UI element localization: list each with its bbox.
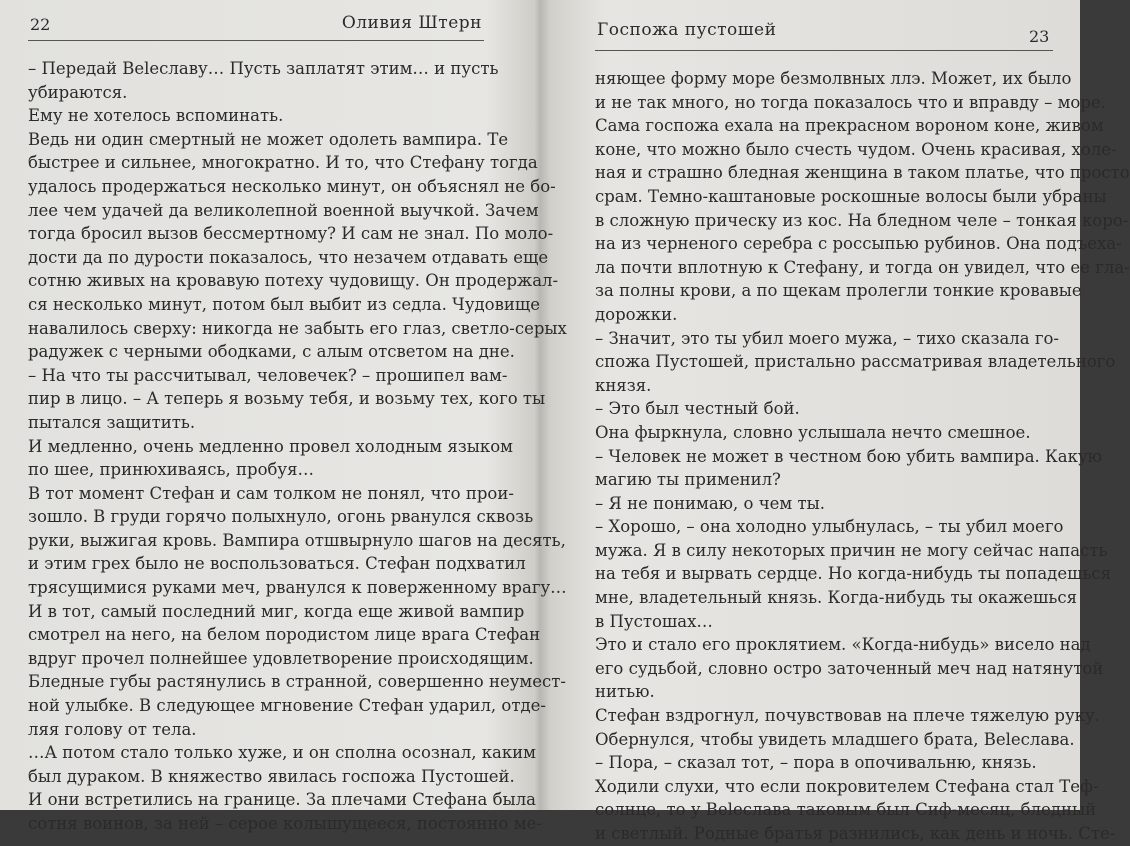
text-line: сотню живых на кровавую потеху чудовищу. Он продержал- [28, 271, 559, 291]
text-line: ся несколько минут, потом был выбит из седла. Чудовище [28, 294, 541, 314]
text-line: И они встретились на границе. За плечами Стефана была [28, 790, 537, 810]
text-line: Ходили слухи, что если покровителем Стефана стал Теф- [595, 776, 1099, 796]
text-line: ляя голову от тела. [28, 719, 197, 739]
text-line: Обернулся, чтобы увидеть младшего брата, Веleслава. [595, 729, 1075, 749]
text-line: дости да по дурости показалось, что незачем отдавать еще [28, 247, 549, 267]
text-line: и светлый. Родные братья разнились, как день и ночь. Сте- [595, 824, 1116, 843]
text-line: князя. [595, 375, 652, 395]
text-line: нитью. [595, 682, 655, 702]
text-line: …А потом стало только хуже, и он сполна осознал, каким [28, 743, 537, 763]
text-line: Бледные губы растянулись в странной, совершенно неумест- [28, 672, 566, 692]
text-line: в сложную прическу из кос. На бледном челе – тонкая коро- [595, 210, 1129, 230]
text-line: Стефан вздрогнул, почувствовав на плече тяжелую руку. [595, 706, 1100, 726]
text-line: руки, выжигая кровь. Вампира отшвырнуло шагов на десять, [28, 530, 566, 550]
text-line: – Хорошо, – она холодно улыбнулась, – ты убил моего [595, 517, 1064, 537]
text-line: И в тот, самый последний миг, когда еще живой вампир [28, 601, 525, 621]
text-line: в Пустошах… [595, 611, 713, 631]
text-line: зошло. В груди горячо полыхнуло, огонь рванулся сквозь [28, 507, 534, 527]
page-number: 22 [30, 15, 51, 34]
text-line: трясущимися руками меч, рванулся к поверженному врагу… [28, 578, 567, 598]
page-body [595, 67, 1130, 846]
text-line: мне, владетельный князь. Когда-нибудь ты окажешься [595, 588, 1077, 608]
text-line: на из черненого серебра с россыпью рубинов. Она подъеха- [595, 234, 1122, 254]
left-page [0, 0, 567, 833]
text-line: тогда бросил вызов бессмертному? И сам не знал. По моло- [28, 224, 554, 244]
text-line: радужек с черными ободками, с алым отсветом на дне. [28, 342, 515, 362]
text-line: дорожки. [595, 304, 678, 324]
text-line: срам. Темно-каштановые роскошные волосы были убраны [595, 186, 1107, 206]
text-line: ной улыбке. В следующее мгновение Стефан ударил, отде- [28, 696, 546, 716]
text-line: – На что ты рассчитывал, человечек? – прошипел вам- [28, 365, 508, 385]
text-line: навалилось сверху: никогда не забыть его глаз, светло-серых [28, 318, 567, 338]
text-line: мужа. Я в силу некоторых причин не могу сейчас напасть [595, 540, 1108, 560]
text-line: его судьбой, словно остро заточенный меч над натянутой [595, 658, 1104, 678]
text-line: Она фыркнула, словно услышала нечто смешное. [595, 422, 1031, 442]
page-body [28, 57, 567, 836]
text-line: удалось продержаться несколько минут, он объяснял не бо- [28, 176, 556, 196]
text-line: смотрел на него, на белом породистом лице врага Стефан [28, 625, 541, 645]
text-line: – Человек не может в честном бою убить вампира. Какую [595, 446, 1103, 466]
text-line: магию ты применил? [595, 470, 781, 490]
text-line: быстрее и сильнее, многократно. И то, что Стефану тогда [28, 153, 538, 173]
text-line: убираются. [28, 82, 128, 102]
text-line: – Передай Веleславу… Пусть заплатят этим… и пусть [28, 59, 499, 78]
text-line: по шее, принюхиваясь, пробуя… [28, 460, 315, 480]
text-line: на тебя и вырвать сердце. Но когда-нибудь ты попадешься [595, 564, 1112, 584]
text-line: сотня воинов, за ней – серое колышущееся, постоянно ме- [28, 814, 542, 833]
text-line: Сама госпожа ехала на прекрасном вороном коне, живом [595, 116, 1104, 136]
text-line: был дураком. В княжество явилась госпожа Пустошей. [28, 766, 515, 786]
text-line: за полны крови, а по щекам пролегли тонкие кровавые [595, 281, 1082, 301]
text-line: солнце, то у Веleслава таковым был Сиф-месяц, бледный [595, 800, 1097, 820]
page-number: 23 [1029, 27, 1050, 46]
running-header-author: Оливия Штерн [341, 13, 482, 33]
text-line: И медленно, очень медленно провел холодным языком [28, 436, 513, 456]
text-line: – Значит, это ты убил моего мужа, – тихо сказала го- [595, 328, 1060, 348]
text-line: лее чем удачей да великолепной военной выучкой. Зачем [28, 200, 539, 220]
running-header-title: Госпожа пустошей [597, 20, 777, 40]
text-line: вдруг прочел полнейшее удовлетворение происходящим. [28, 648, 534, 668]
text-line: В тот момент Стефан и сам толком не понял, что прои- [28, 483, 514, 503]
text-line: ла почти вплотную к Стефану, и тогда он увидел, что ее гла- [595, 257, 1130, 277]
text-line: Ему не хотелось вспоминать. [28, 106, 284, 126]
text-line: спожа Пустошей, пристально рассматривая владетельного [595, 352, 1116, 372]
text-line: – Пора, – сказал тот, – пора в опочивальню, князь. [595, 753, 1037, 773]
text-line: – Это был честный бой. [595, 399, 800, 419]
text-line: Это и стало его проклятием. «Когда-нибудь» висело над [595, 635, 1091, 655]
text-line: пир в лицо. – А теперь я возьму тебя, и возьму тех, кого ты [28, 389, 546, 409]
text-line: няющее форму море безмолвных ллэ. Может, их было [595, 69, 1072, 88]
header-rule [28, 40, 484, 41]
text-line: пытался защитить. [28, 412, 196, 432]
right-page [542, 0, 1130, 843]
header-rule [595, 50, 1053, 51]
text-line: ная и страшно бледная женщина в таком платье, что просто [595, 163, 1130, 183]
text-line: Ведь ни один смертный не может одолеть вампира. Те [28, 129, 509, 149]
text-line: – Я не понимаю, о чем ты. [595, 493, 825, 513]
text-line: коне, что можно было счесть чудом. Очень красивая, холе- [595, 139, 1117, 159]
text-line: и не так много, но тогда показалось что и вправду – море. [595, 92, 1106, 112]
text-line: и этим грех было не воспользоваться. Стефан подхватил [28, 554, 526, 574]
